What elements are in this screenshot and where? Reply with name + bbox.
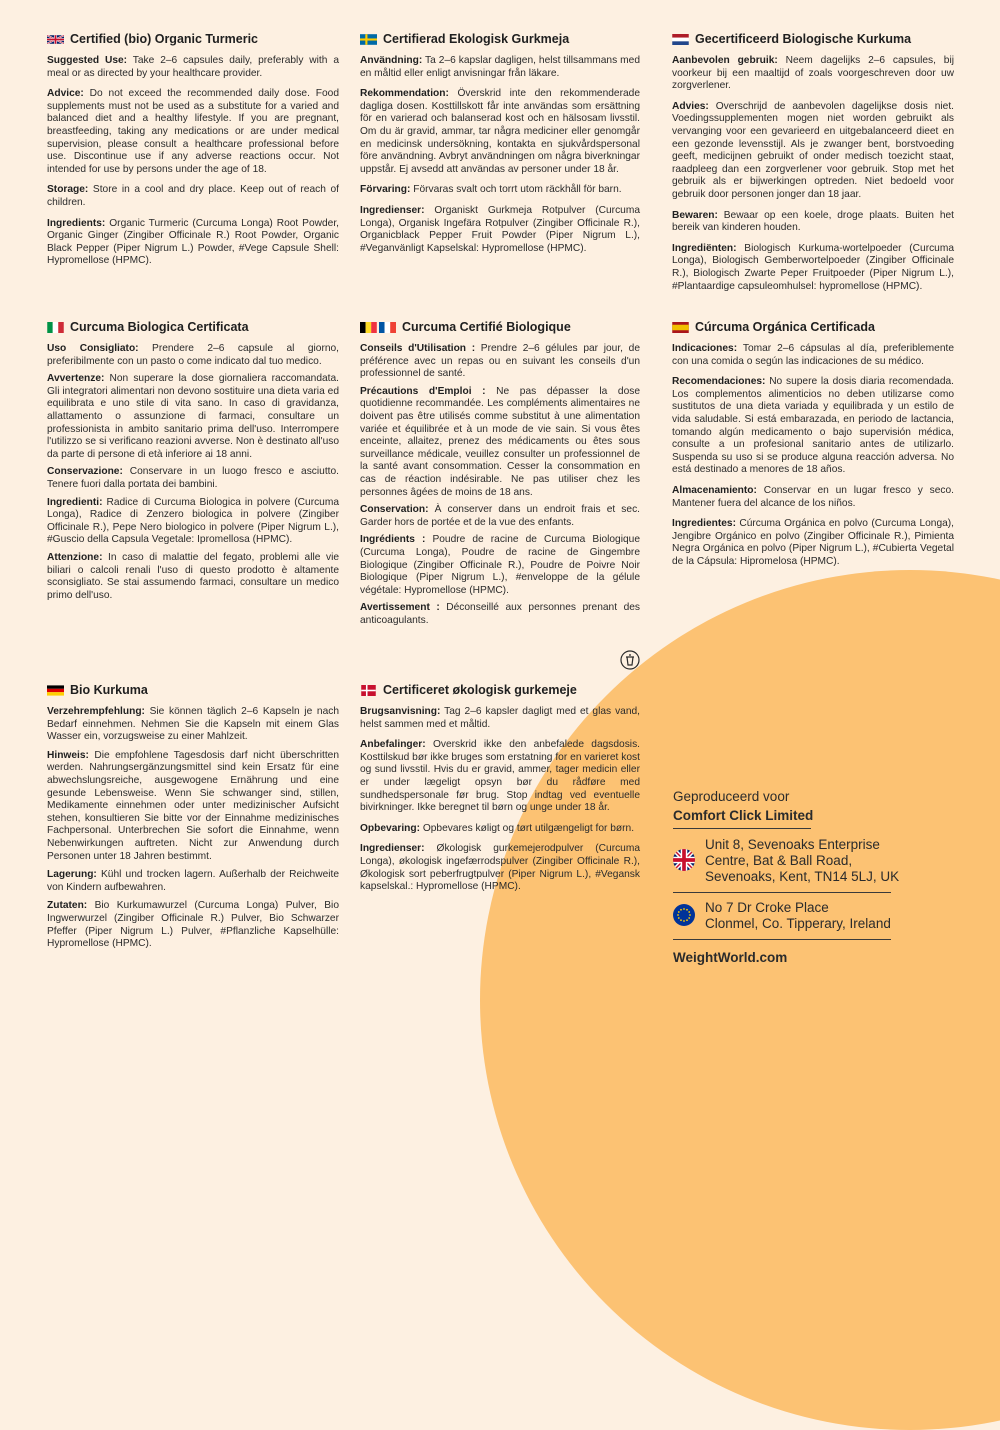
address-line: Sevenoaks, Kent, TN14 5LJ, UK bbox=[705, 869, 900, 884]
section-swedish bbox=[360, 32, 640, 263]
section-english bbox=[47, 32, 339, 276]
address-line: Unit 8, Sevenoaks Enterprise bbox=[705, 837, 880, 852]
eu-flag-icon bbox=[673, 904, 695, 926]
advice-paragraph: Advice: Do not exceed the recommended daily dose. Food supplements must not be used as a substitute for a varied and balanced diet and a healthy lifestyle. If you are pregnant, breastfeeding, taking any medications or are under medical supervision, please consult a healthcare professional before use. Discontinue use if any adverse reactions occur. Not intended for use by persons under the age of 18. bbox=[47, 88, 339, 175]
storage-paragraph: Storage: Store in a cool and dry place. Keep out of reach of children. bbox=[47, 184, 339, 208]
section-italian bbox=[47, 320, 339, 610]
ingredients-paragraph: Ingredienti: Radice di Curcuma Biologica in polvere (Curcuma Longa), Radice di Zenzero biologica in polvere (Zingiber Officinale R.), Pepe Nero biologico in polvere (Piper Nigrum L.), #Guscio della Capsula Vegetale: Ipromellosa (HPMC). bbox=[47, 496, 339, 546]
storage-paragraph: Lagerung: Kühl und trocken lagern. Außerhalb der Reichweite von Kindern aufbewahren. bbox=[47, 869, 339, 893]
advice-paragraph: Recomendaciones: No supere la dosis diaria recomendada. Los complementos alimenticios no deben utilizarse como sustitutos de una dieta variada y equilibrada y un estilo de vida saludable. Si está embarazada, en periodo de lactancia, tomando algún medicamento o bajo supervisión médica, consulte a un profesional sanitario antes de utilizarlo. Suspenda su uso si se produce alguna reacción adversa. No está destinado a menores de 18 años. bbox=[672, 376, 954, 476]
usage-paragraph: Användning: Ta 2–6 kapslar dagligen, helst tillsammans med en måltid eller enligt anvisningar från läkare. bbox=[360, 55, 640, 79]
uk-address bbox=[673, 837, 973, 885]
advice-paragraph: Hinweis: Die empfohlene Tagesdosis darf nicht überschritten werden. Nahrungsergänzungsmittel sind kein Ersatz für eine abwechslungsreiche, ausgewogene Ernährung und eine gesunde Lebensweise. Wenn Sie schwanger sind, stillen, Medikamente einnehmen oder unter medizinischer Aufsicht stehen, konsultieren Sie bitte vor der Einnahme medizinisches Fachpersonal. Unterbrechen Sie sofort die Einnahme, wenn Nebenwirkungen auftreten. Nicht zur Anwendung durch Personen unter 18 Jahren bestimmt. bbox=[47, 749, 339, 862]
storage-paragraph: Bewaren: Bewaar op een koele, droge plaats. Buiten het bereik van kinderen houden. bbox=[672, 209, 954, 234]
section-german bbox=[47, 683, 339, 959]
advice-paragraph: Rekommendation: Överskrid inte den rekommenderade dagliga dosen. Kosttillskott får inte användas som ersättning för en varierad och balanserad kost och en hälsosam livsstil. Om du är gravid, ammar, tar några mediciner eller genomgår en medicinsk undersökning, kontakta en sjukvårdspersonal före användning. Avbryt användningen om några biverkningar uppstår. Ej avsedd att användas av personer under 18 år. bbox=[360, 88, 640, 175]
section-title: Cúrcuma Orgánica Certificada bbox=[672, 320, 954, 335]
section-dutch bbox=[672, 32, 954, 301]
manufacturer-info bbox=[673, 789, 973, 966]
section-danish bbox=[360, 683, 640, 902]
advice-paragraph: Précautions d'Emploi : Ne pas dépasser la dose quotidienne recommandée. Les compléments alimentaires ne doivent pas être utilisés comme substitut à une alimentation variée et équilibrée et à un mode de vie sain. Si vous êtes enceinte, allaitez, prenez des médicaments ou êtes sous surveillance médicale, veuillez consulter un professionnel de la santé avant consommation. Cesser la consommation en cas de réaction indésirable. Ne pas utiliser chez les personnes âgées de moins de 18 ans. bbox=[360, 385, 640, 498]
storage-paragraph: Almacenamiento: Conservar en un lugar fresco y seco. Mantener fuera del alcance de los niños. bbox=[672, 484, 954, 509]
section-title: Curcuma Biologica Certificata bbox=[47, 320, 339, 335]
section-title: Gecertificeerd Biologische Kurkuma bbox=[672, 32, 954, 47]
storage-paragraph: Conservazione: Conservare in un luogo fresco e asciutto. Tenere fuori dalla portata dei bambini. bbox=[47, 466, 339, 490]
warning-paragraph: Avertissement : Déconseillé aux personnes prenant des anticoagulants. bbox=[360, 602, 640, 626]
section-title: Certificeret økologisk gurkemeje bbox=[360, 683, 640, 698]
section-spanish bbox=[672, 320, 954, 577]
usage-paragraph: Uso Consigliato: Prendere 2–6 capsule al giorno, preferibilmente con un pasto o come indicato dal tuo medico. bbox=[47, 343, 339, 367]
advice-paragraph: Advies: Overschrijd de aanbevolen dagelijkse dosis niet. Voedingssupplementen mogen niet worden gebruikt als vervanging voor een gevarieerd en uitgebalanceerd dieet en een gezonde levensstijl. Als je zwanger bent, borstvoeding geeft, medicijnen gebruikt of onder medisch toezicht staat, raadpleeg dan een zorgverlener voor gebruik. Stop met het gebruik als er bijwerkingen optreden. Niet bedoeld voor gebruik door personen jonger dan 18 jaar. bbox=[672, 100, 954, 200]
usage-paragraph: Indicaciones: Tomar 2–6 cápsulas al día, preferiblemente con una comida o según las indicaciones de su médico. bbox=[672, 343, 954, 367]
usage-paragraph: Conseils d'Utilisation : Prendre 2–6 gélules par jour, de préférence avec un repas ou en suivant les conseils d'un professionnel de santé. bbox=[360, 343, 640, 380]
section-title: Curcuma Certifié Biologique bbox=[360, 320, 640, 335]
ingredients-paragraph: Ingredienser: Økologisk gurkemejerodpulver (Curcuma Longa), økologisk ingefærrodspulver (Zingiber Officinale R.), Økologisk sort peberfrugtpulver (Piper Nigrum L.), #Vegansk kapselskal.: Hypromellose (HPMC). bbox=[360, 843, 640, 893]
address-line: Clonmel, Co. Tipperary, Ireland bbox=[705, 916, 891, 931]
company-name: Comfort Click Limited bbox=[673, 808, 814, 823]
italy-flag-icon bbox=[47, 322, 64, 333]
advice-paragraph: Anbefalinger: Overskrid ikke den anbefalede dagsdosis. Kosttilskud bør ikke bruges som erstatning for en varieret kost og sund livsstil. Hvis du er gravid, ammer, tager medicin eller er under lægeligt opsyn bør du rådføre med sundhedspersonale før brug. Stop indtag ved eventuelle bivirkninger. Ikke beregnet til børn og unge under 18 år. bbox=[360, 739, 640, 814]
spain-flag-icon bbox=[672, 322, 689, 333]
netherlands-flag-icon bbox=[672, 34, 689, 45]
uk-flag-icon bbox=[47, 34, 64, 45]
address-line: Centre, Bat & Ball Road, bbox=[705, 853, 853, 868]
divider bbox=[673, 828, 811, 829]
usage-paragraph: Brugsanvisning: Tag 2–6 kapsler dagligt med et glas vand, helst sammen med et måltid. bbox=[360, 706, 640, 730]
produced-for-label: Geproduceerd voor bbox=[673, 789, 790, 804]
denmark-flag-icon bbox=[360, 685, 377, 696]
ingredients-paragraph: Ingrédients : Poudre de racine de Curcuma Biologique (Curcuma Longa), Poudre de racine de Gingembre Biologique (Zingiber Officinale R.), Poudre de Poivre Noir Biologique (Piper Nigrum L.), #enveloppe de la gélule végétale: Hypromellose (HPMC). bbox=[360, 534, 640, 596]
sweden-flag-icon bbox=[360, 34, 377, 45]
ingredients-paragraph: Ingredients: Organic Turmeric (Curcuma Longa) Root Powder, Organic Ginger (Zingiber Officinale R.) Root Powder, Organic Black Pepper (Piper Nigrum L.) Powder, #Vege Capsule Shell: Hypromellose (HPMC). bbox=[47, 217, 339, 267]
storage-paragraph: Förvaring: Förvaras svalt och torrt utom räckhåll för barn. bbox=[360, 184, 622, 196]
storage-paragraph: Opbevaring: Opbevares køligt og tørt utilgængeligt for børn. bbox=[360, 822, 635, 834]
uk-flag-icon bbox=[673, 849, 695, 871]
section-title: Bio Kurkuma bbox=[47, 683, 339, 698]
ireland-address bbox=[673, 900, 973, 932]
warning-paragraph: Attenzione: In caso di malattie del fegato, problemi alle vie biliari o calcoli renali l'uso di questo prodotto è altamente sconsigliato. Se stai assumendo farmaci, consultare un medico primo dell'uso. bbox=[47, 551, 339, 601]
ingredients-paragraph: Ingredienser: Organiskt Gurkmeja Rotpulver (Curcuma Longa), Organisk Ingefära Rotpulver (Zingiber Officinale R.), Organicblack Pepper Fruit Powder (Piper Nigrum L.), #Veganvänligt Kapselskal: Hypromellose (HPMC). bbox=[360, 204, 640, 254]
section-french bbox=[360, 320, 640, 635]
storage-paragraph: Conservation: À conserver dans un endroit frais et sec. Garder hors de portée et de la vue des enfants. bbox=[360, 504, 640, 528]
divider bbox=[673, 939, 891, 940]
waste-bin-icon bbox=[620, 650, 640, 670]
germany-flag-icon bbox=[47, 685, 64, 696]
usage-paragraph: Suggested Use: Take 2–6 capsules daily, preferably with a meal or as directed by your healthcare provider. bbox=[47, 55, 339, 79]
belgium-france-flag-icon bbox=[360, 322, 396, 333]
section-title: Certified (bio) Organic Turmeric bbox=[47, 32, 339, 47]
section-title: Certifierad Ekologisk Gurkmeja bbox=[360, 32, 640, 47]
address-line: No 7 Dr Croke Place bbox=[705, 900, 829, 915]
usage-paragraph: Verzehrempfehlung: Sie können täglich 2–6 Kapseln je nach Bedarf einnehmen. Nehmen Sie die Kapseln mit einem Glas Wasser ein, vorzugsweise zu einer Mahlzeit. bbox=[47, 706, 339, 743]
website-link[interactable]: WeightWorld.com bbox=[673, 950, 788, 965]
advice-paragraph: Avvertenze: Non superare la dose giornaliera raccomandata. Gli integratori alimentari non devono sostituire una dieta varia ed equilibrata e uno stile di vita sano. In caso di gravidanza, allattamento o assunzione di farmaci, consultare un professionista in ambito sanitario prima dell'uso. Interrompere l'utilizzo se si verificano reazioni avverse. Non è destinato all'uso da parte di persone di età inferiore ai 18 anni. bbox=[47, 373, 339, 460]
usage-paragraph: Aanbevolen gebruik: Neem dagelijks 2–6 capsules, bij voorkeur bij een maaltijd of zoals voorgeschreven door uw zorgverlener. bbox=[672, 55, 955, 92]
divider bbox=[673, 892, 891, 893]
ingredients-paragraph: Ingrediënten: Biologisch Kurkuma-wortelpoeder (Curcuma Longa), Biologisch Gemberwortelpoeder (Zingiber Officinale R.), Biologisch Zwarte Peper Fruitpoeder (Piper Nigrum L.), #Plantaardige capsuleomhulsel: hypromellose (HPMC). bbox=[672, 242, 954, 292]
ingredients-paragraph: Ingredientes: Cúrcuma Orgánica en polvo (Curcuma Longa), Jengibre Orgánico en polvo (Zingiber Officinale R.), Pimienta Negra Orgánica en polvo (Piper Nigrum L.), #Cubierta Vegetal de la Cápsula: Hipromelosa (HPMC). bbox=[672, 518, 954, 567]
ingredients-paragraph: Zutaten: Bio Kurkumawurzel (Curcuma Longa) Pulver, Bio Ingwerwurzel (Zingiber Officinale R.) Pulver, Bio Schwarzer Pfeffer (Piper Nigrum L.) Pulver, #Pflanzliche Kapselhülle: Hypromellose (HPMC). bbox=[47, 900, 339, 950]
